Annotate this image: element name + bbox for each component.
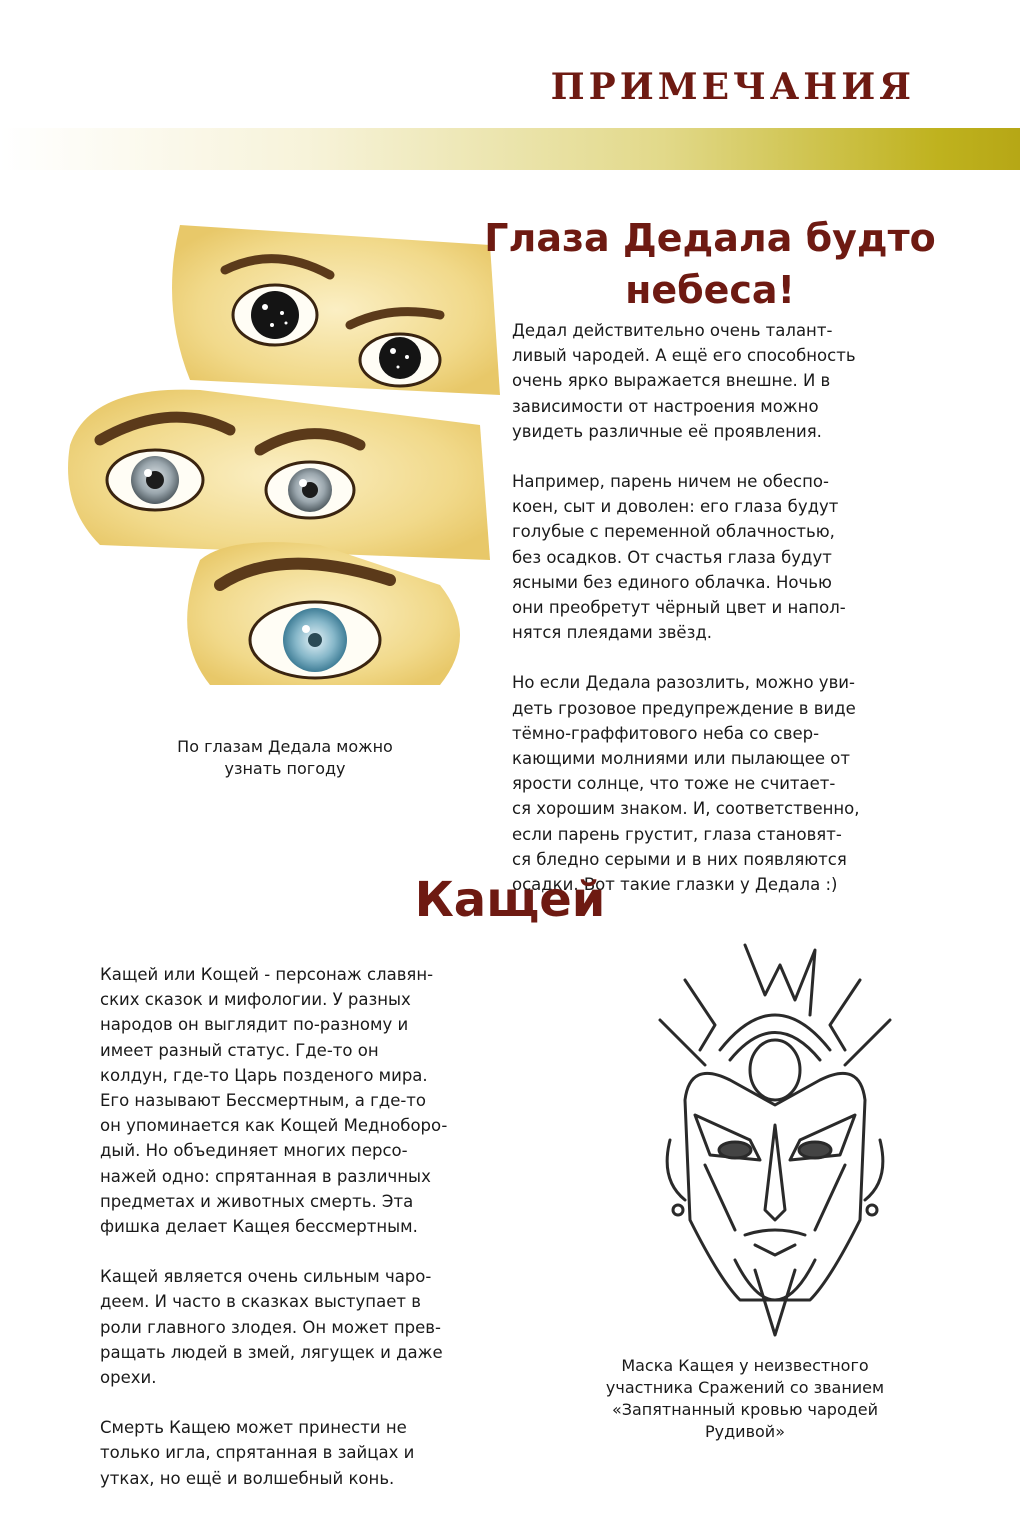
koschei-caption: Маска Кащея у неизвестного участника Сражений со званием «Запятнанный кровью чародей Рудивой» xyxy=(605,1356,885,1441)
page-header xyxy=(0,0,1020,175)
paragraph: Смерть Кащею может принести не только игла, спрятанная в зайцах и утках, но ещё и волшебный конь. xyxy=(100,1418,415,1488)
eyes-title-line2: небеса! xyxy=(625,268,795,312)
koschei-mask-illustration xyxy=(630,940,920,1345)
eyes-title-line1: Глаза Дедала будто xyxy=(484,216,936,260)
paragraph: Например, парень ничем не обеспо- коен, сыт и доволен: его глаза будут голубые с переменной облачностью, без осадков. От счастья глаза будут ясными без единого облачка. Ночью они преобретут чёрный цвет и напол- нятся плеядами звёзд. xyxy=(512,472,846,643)
eyes-section-title xyxy=(470,212,950,316)
eyes-panel-night xyxy=(172,225,500,395)
koschei-body-text xyxy=(100,962,520,1516)
paragraph: Дедал действительно очень талант- ливый чародей. А ещё его способность очень ярко выражается внешне. И в зависимости от настроения можно увидеть различные её проявления. xyxy=(512,321,856,441)
eyes-illustration xyxy=(60,215,500,715)
paragraph: Кащей или Кощей - персонаж славян- ских сказок и мифологии. У разных народов он выглядит по-разному и имеет разный статус. Где-то он колдун, где-то Царь позденого мира. Его называют Бессмертным, а где-то он упоминается как Кощей Меднобоpo- дый. Но объединяет многих персо- нажей одно: спрятанная в различных предметах и животных смерть. Эта фишка делает Кащея бессмертным. xyxy=(100,965,448,1237)
header-gradient-bar xyxy=(0,128,1020,170)
koschei-section-title: Кащей xyxy=(414,872,606,928)
eyes-body-text xyxy=(512,318,920,922)
eyes-caption: По глазам Дедала можно узнать погоду xyxy=(177,737,393,778)
paragraph: Кащей является очень сильным чаро- деем. И часто в сказках выступает в роли главного злодея. Он может прев- ращать людей в змей, лягущек и даже орехи. xyxy=(100,1267,443,1388)
paragraph: Но если Дедала разозлить, можно уви- деть грозовое предупреждение в виде тёмно-граффитового неба со свер- кающими молниями или пылающее от ярости солнце, что тоже не считает- ся хорошим знаком. И, соответственно, если парень грустит, глаза становят- ся бледно серыми и в них появляются осадки. Вот такие глазки у Дедала :) xyxy=(512,673,860,895)
page-title: ПРИМЕЧАНИЯ xyxy=(550,66,915,108)
